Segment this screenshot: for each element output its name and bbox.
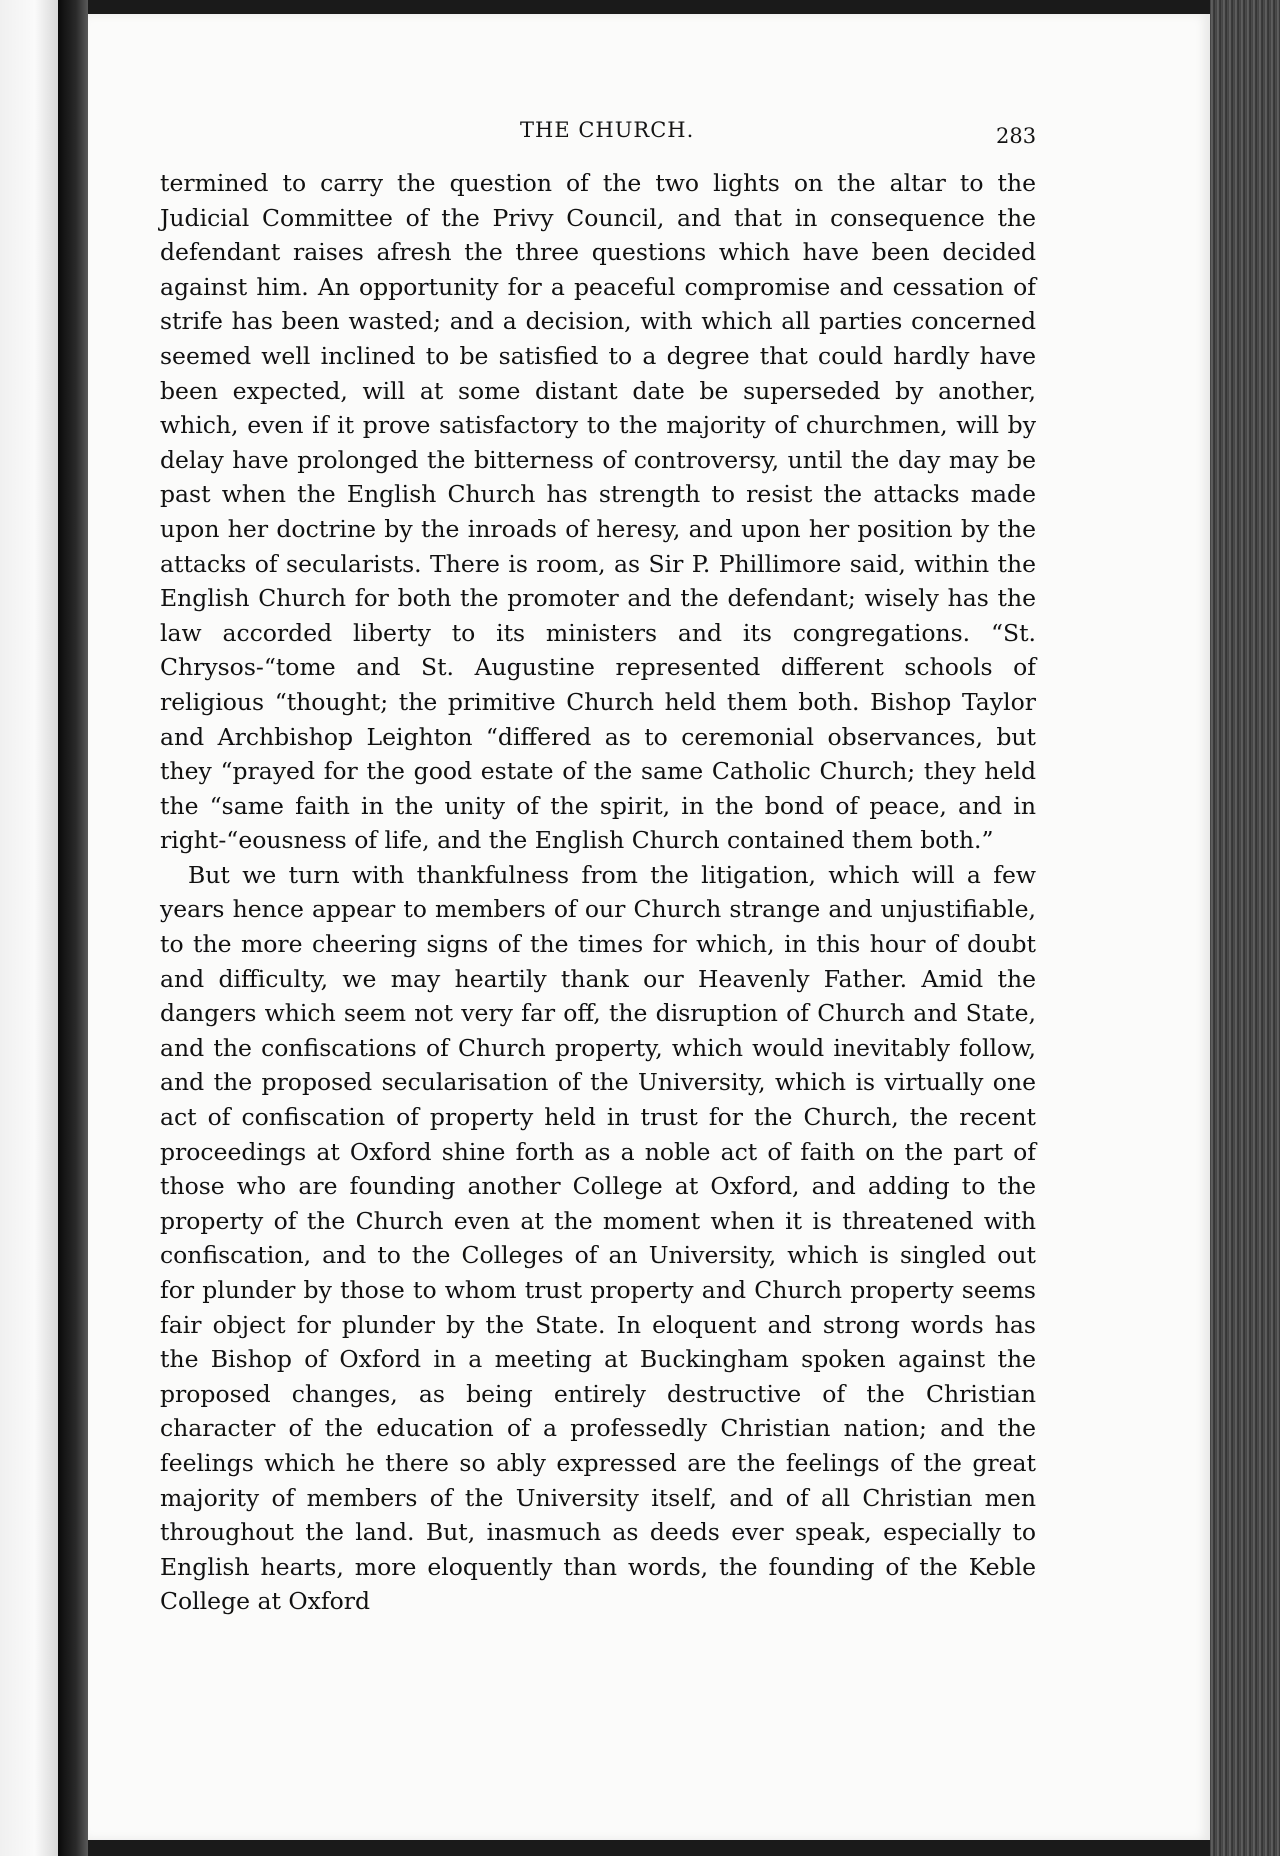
facing-page-edge bbox=[0, 0, 58, 1856]
page-stack-edge bbox=[1210, 0, 1280, 1856]
paragraph-2 bbox=[160, 858, 1036, 1619]
paragraph-1: termined to carry the question of the two lights on the altar to the Judicial Committee of the Privy Council, and that in consequence the defendant raises afresh the three questions which have been decided against him. An opportunity for a peaceful compromise and cessation of strife has been wasted; and a decision, with which all parties concerned seemed well inclined to be satisfied to a degree that could hardly have been expected, will at some distant date be superseded by another, which, even if it prove satisfactory to the majority of churchmen, will by delay have prolonged the bitterness of controversy, until the day may be past when the English Church has strength to resist the attacks made upon her doctrine by the inroads of heresy, and upon her position by the attacks of secularists. There is room, as Sir P. Phillimore said, within the English Church for both the promoter and the defendant; wisely has the law accorded liberty to its ministers and its congregations. “St. Chrysos-“tome and St. Augustine represented different schools of religious “thought; the primitive Church held them both. Bishop Taylor and Archbishop Leighton “differed as to ceremonial observances, but they “prayed for the good estate of the same Catholic Church; they held the “same faith in the unity of the spirit, in the bond of peace, and in right-“eousness of life, and the English Church contained them both.” bbox=[160, 169, 1036, 855]
running-head: THE CHURCH. bbox=[520, 118, 695, 142]
paragraph-2-text: But we turn with thankfulness from the litigation, which will a few years hence appear to members of our Church strange and unjustifiable, to the more cheering signs of the times for which, in this hour of doubt and difficulty, we may heartily thank our Heavenly Father. Amid the dangers which seem not very far off, the disruption of Church and State, and the confiscations of Church property, which would inevitably follow, and the proposed secularisation of the University, which is virtually one act of confiscation of property held in trust for the Church, the recent proceedings at Oxford shine forth as a noble act of faith on the part of those who are founding another College at Oxford, and adding to the property of the Church even at the moment when it is threatened with confiscation, and to the Colleges of an University, which is singled out for plunder by those to whom trust property and Church property seems fair object for plunder by the State. In eloquent and strong words has the Bishop of Oxford in a meeting at Buckingham spoken against the proposed changes, as being entirely destructive of the Christian character of the education of a professedly Christian nation; and the feelings which he there so ably expressed are the feelings of the great majority of members of the University itself, and of all Christian men throughout the land. But, inasmuch as deeds ever speak, especially to English hearts, more eloquently than words, the founding of the Keble College at Oxford bbox=[160, 860, 1036, 1616]
body-text bbox=[160, 166, 1036, 1619]
book-gutter bbox=[58, 0, 88, 1856]
page-number: 283 bbox=[996, 124, 1037, 148]
